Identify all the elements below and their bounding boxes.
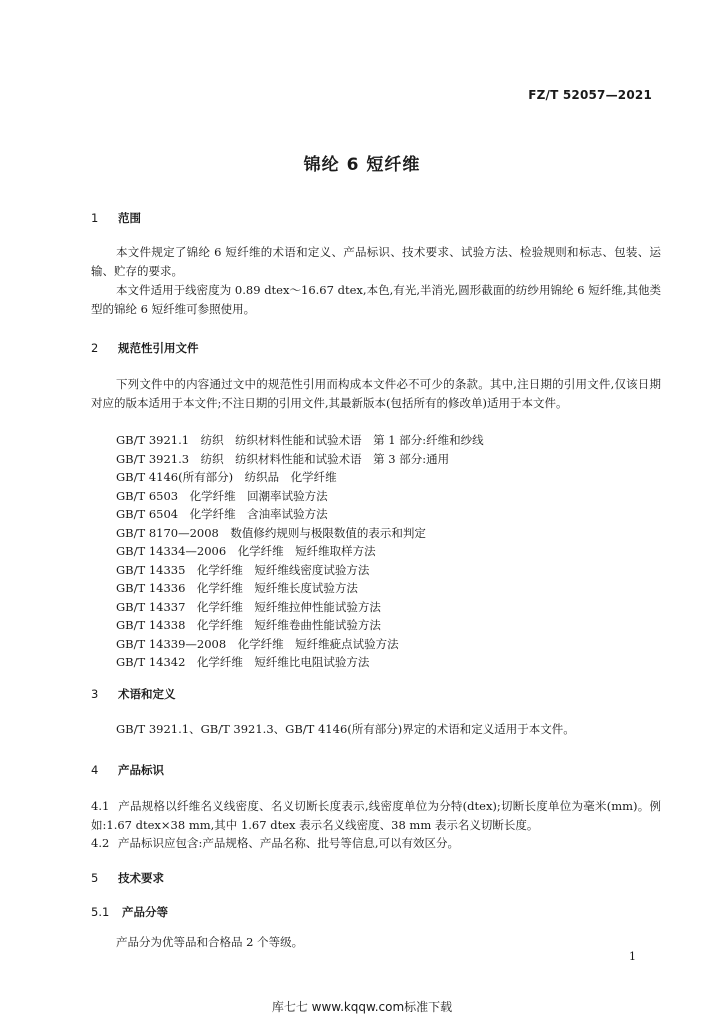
reference-item: GB/T 14338 化学纤维 短纤维卷曲性能试验方法 (116, 618, 381, 632)
clause-4-1 (91, 797, 661, 834)
reference-item: GB/T 14334—2006 化学纤维 短纤维取样方法 (116, 544, 376, 558)
subsection-number: 5.1 (91, 905, 110, 919)
reference-item: GB/T 14342 化学纤维 短纤维比电阻试验方法 (116, 655, 370, 669)
reference-list (116, 431, 484, 672)
reference-item: GB/T 6504 化学纤维 含油率试验方法 (116, 507, 328, 521)
grade-paragraph: 产品分为优等品和合格品 2 个等级。 (116, 935, 304, 949)
reference-item: GB/T 14339—2008 化学纤维 短纤维疵点试验方法 (116, 636, 399, 651)
section-number: 4 (91, 763, 99, 777)
clause-text: 产品标识应包含:产品规格、产品名称、批号等信息,可以有效区分。 (118, 836, 460, 850)
section-2-heading (91, 340, 199, 356)
page-number: 1 (629, 950, 636, 963)
section-number: 1 (91, 211, 99, 225)
section-4-heading (91, 762, 164, 778)
references-intro: 下列文件中的内容通过文中的规范性引用而构成本文件必不可少的条款。其中,注日期的引用文件,仅该日期对应的版本适用于本文件;不注日期的引用文件,其最新版本(包括所有的修改单)适用于本文件。 (91, 377, 661, 410)
subsection-title: 产品分等 (122, 905, 168, 919)
standard-code: FZ/T 52057—2021 (528, 88, 652, 102)
terms-paragraph: GB/T 3921.1、GB/T 3921.3、GB/T 4146(所有部分)界定的术语和定义适用于本文件。 (116, 722, 575, 736)
section-1-heading (91, 210, 141, 226)
subsection-5-1-heading (91, 904, 168, 920)
clause-4-2 (91, 834, 661, 853)
reference-item: GB/T 6503 化学纤维 回潮率试验方法 (116, 488, 328, 503)
reference-item: GB/T 14337 化学纤维 短纤维拉伸性能试验方法 (116, 599, 381, 614)
section-title: 产品标识 (118, 763, 164, 777)
section-number: 3 (91, 687, 99, 701)
reference-item: GB/T 3921.3 纺织 纺织材料性能和试验术语 第 3 部分:通用 (116, 451, 450, 466)
footer-watermark: 库七七 www.kqqw.com标准下载 (271, 1000, 453, 1014)
reference-item: GB/T 3921.1 纺织 纺织材料性能和试验术语 第 1 部分:纤维和纱线 (116, 433, 484, 447)
document-title: 锦纶 6 短纤维 (303, 155, 421, 175)
reference-item: GB/T 4146(所有部分) 纺织品 化学纤维 (116, 470, 337, 484)
section-title: 技术要求 (118, 871, 164, 885)
section-title: 范围 (118, 211, 141, 225)
scope-paragraph-1: 本文件规定了锦纶 6 短纤维的术语和定义、产品标识、技术要求、试验方法、检验规则和标志、包装、运输、贮存的要求。 (91, 245, 661, 278)
clause-number: 4.1 (91, 799, 110, 813)
scope-paragraph-2: 本文件适用于线密度为 0.89 dtex～16.67 dtex,本色,有光,半消光,圆形截面的纺纱用锦纶 6 短纤维,其他类型的锦纶 6 短纤维可参照使用。 (91, 283, 661, 316)
reference-item: GB/T 14336 化学纤维 短纤维长度试验方法 (116, 581, 358, 595)
section-number: 2 (91, 341, 99, 355)
section-3-heading (91, 686, 176, 702)
reference-item: GB/T 8170—2008 数值修约规则与极限数值的表示和判定 (116, 525, 426, 540)
section-title: 术语和定义 (118, 687, 176, 701)
section-5-heading (91, 870, 164, 886)
clause-number: 4.2 (91, 836, 110, 850)
reference-item: GB/T 14335 化学纤维 短纤维线密度试验方法 (116, 562, 370, 577)
clause-text: 产品规格以纤维名义线密度、名义切断长度表示,线密度单位为分特(dtex);切断长度单位为毫米(mm)。例如:1.67 dtex×38 mm,其中 1.67 dtex 表示名义线密度、38 mm 表示名义切断长度。 (91, 799, 661, 832)
section-number: 5 (91, 871, 99, 885)
section-title: 规范性引用文件 (118, 341, 199, 355)
